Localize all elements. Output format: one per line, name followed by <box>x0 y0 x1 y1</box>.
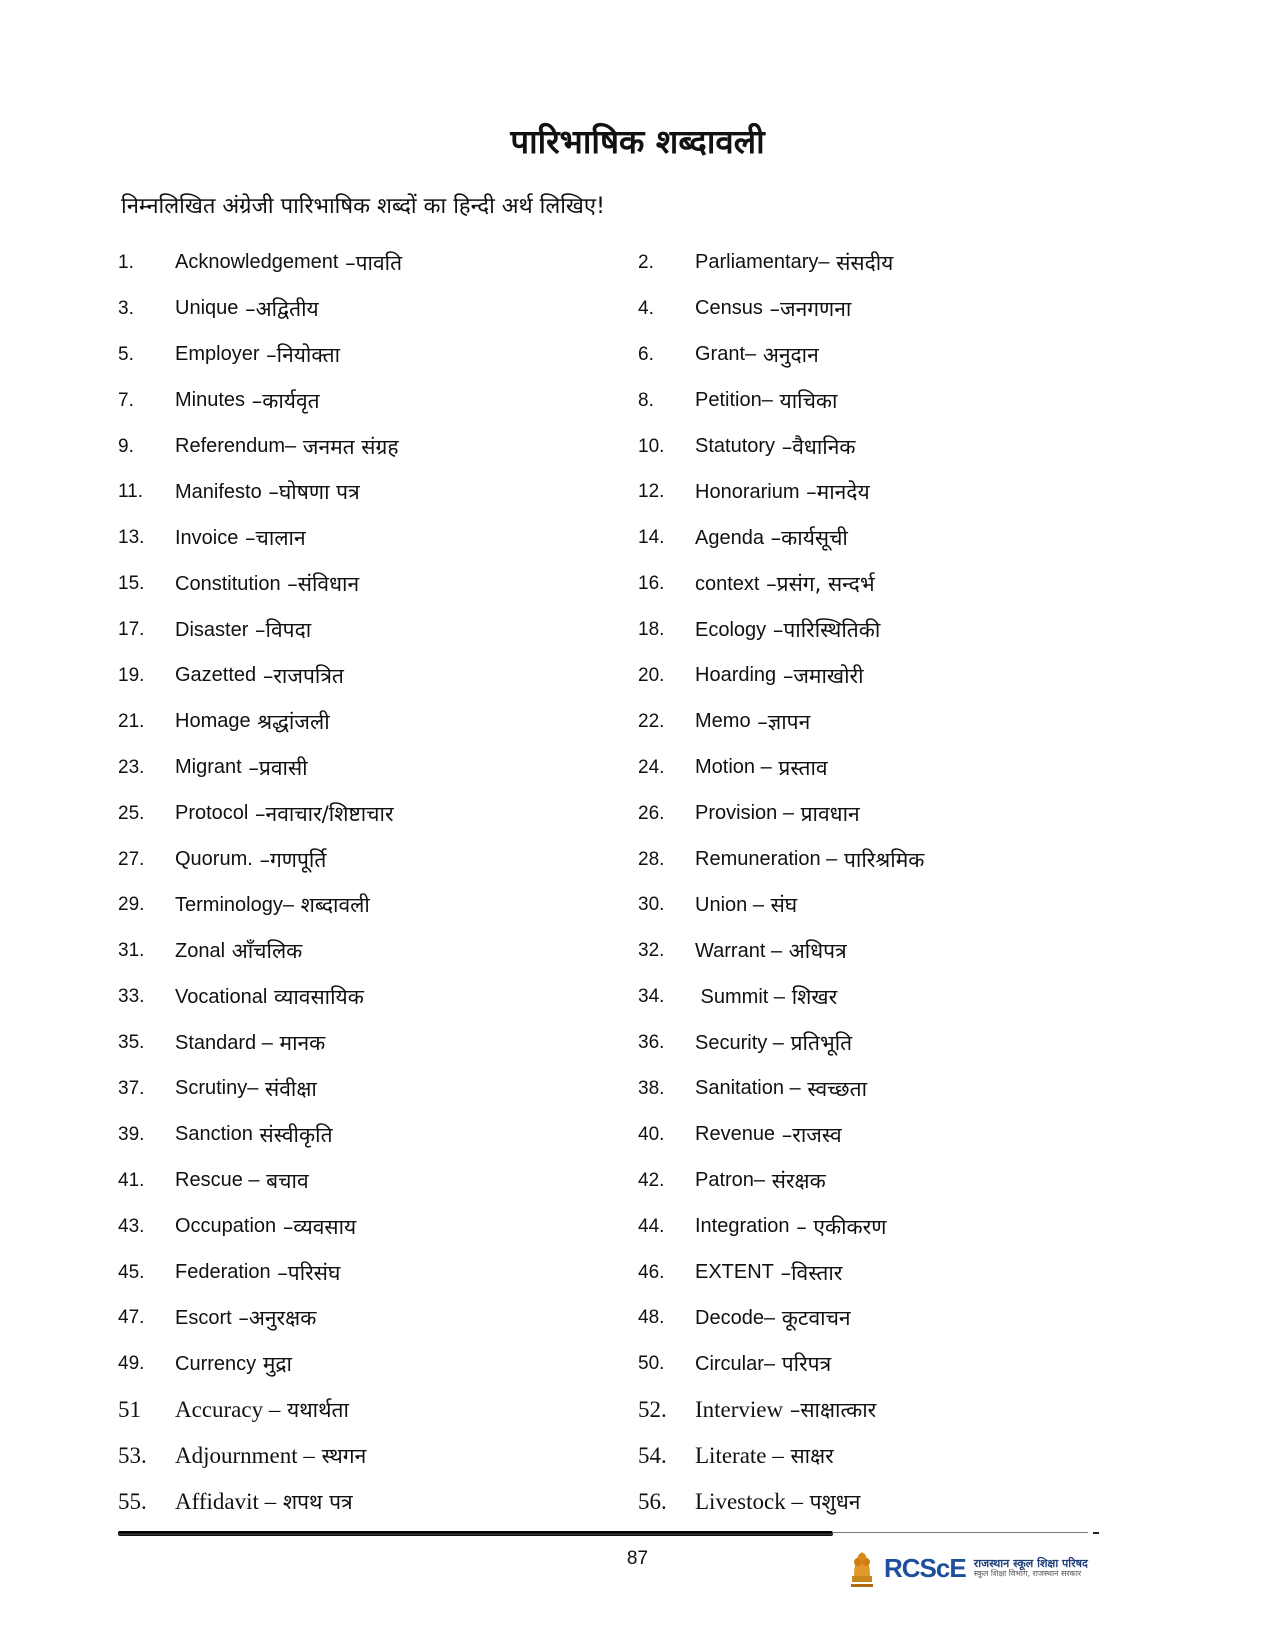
glossary-entry <box>118 1250 638 1296</box>
entry-meaning: संवीक्षा <box>258 1076 317 1101</box>
glossary-entry <box>118 1066 638 1112</box>
entry-term: Escort <box>175 1306 232 1329</box>
entry-number: 8. <box>638 389 654 411</box>
entry-term: Homage <box>175 710 251 733</box>
entry-meaning: यथार्थता <box>280 1398 349 1423</box>
entry-meaning: –कार्यवृत <box>245 388 320 413</box>
entry-number: 5. <box>118 343 134 365</box>
entry-meaning: –जनगणना <box>762 296 852 321</box>
entry-meaning: –चालान <box>238 526 306 551</box>
entry-number: 54. <box>638 1443 667 1469</box>
entry-number: 42. <box>638 1169 665 1191</box>
entry-meaning: पशुधन <box>802 1489 861 1514</box>
entry-number: 11. <box>118 481 144 503</box>
entry-term: Honorarium <box>695 480 800 503</box>
glossary-entry <box>638 1158 1078 1204</box>
entry-number: 10. <box>638 435 665 457</box>
entry-term: Manifesto <box>175 480 262 503</box>
entry-meaning: आँचलिक <box>225 939 303 964</box>
glossary-entry <box>118 699 638 745</box>
entry-term: context <box>695 572 760 595</box>
entry-meaning: स्थगन <box>314 1444 367 1469</box>
glossary-entry <box>118 1158 638 1204</box>
entry-number: 17. <box>118 619 145 641</box>
entry-number: 40. <box>638 1123 665 1145</box>
entry-meaning: –पावति <box>338 250 403 275</box>
entry-term: Occupation <box>175 1215 277 1238</box>
glossary-entry <box>638 1112 1078 1158</box>
glossary-entry <box>638 1020 1078 1066</box>
glossary-entry <box>118 1295 638 1341</box>
entry-meaning: संघ <box>763 893 798 918</box>
entry-term: Literate – <box>695 1443 784 1469</box>
glossary-entry <box>638 378 1078 424</box>
instruction-text: निम्नलिखित अंग्रेजी पारिभाषिक शब्दों का हिन्दी अर्थ लिखिए! <box>121 194 605 219</box>
entry-meaning: –राजस्व <box>775 1122 842 1147</box>
entry-number: 6. <box>638 343 654 365</box>
entry-term: Agenda <box>695 526 764 549</box>
entry-meaning: –संविधान <box>280 572 360 597</box>
glossary-entry <box>638 1066 1078 1112</box>
entry-meaning: शिखर <box>785 985 838 1010</box>
entry-term: Petition– <box>695 389 773 412</box>
entry-term: Rescue – <box>175 1169 260 1192</box>
glossary-entry <box>118 1479 638 1525</box>
entry-term: Memo <box>695 710 751 733</box>
entry-number: 15. <box>118 573 145 595</box>
entry-term: Acknowledgement <box>175 251 339 274</box>
glossary-entry <box>638 791 1078 837</box>
glossary-entry <box>638 424 1078 470</box>
glossary-entry <box>118 515 638 561</box>
entry-term: Quorum. <box>175 848 253 871</box>
glossary-entry <box>638 1433 1078 1479</box>
entry-number: 29. <box>118 894 145 916</box>
entry-term: Migrant <box>175 756 242 779</box>
entry-meaning: बचाव <box>259 1168 309 1193</box>
entry-meaning: व्यावसायिक <box>267 985 364 1010</box>
entry-term: EXTENT <box>695 1261 774 1284</box>
glossary-entry <box>118 1020 638 1066</box>
entry-number: 56. <box>638 1488 667 1514</box>
entry-number: 37. <box>118 1077 145 1099</box>
entry-term: Terminology– <box>175 893 294 916</box>
entry-term: Integration <box>695 1215 790 1238</box>
entry-term: Constitution <box>175 572 281 595</box>
entry-term: Decode– <box>695 1306 776 1329</box>
glossary-entry <box>638 607 1078 653</box>
glossary-entry <box>638 469 1078 515</box>
entry-term: Provision – <box>695 802 794 825</box>
entry-meaning: –घोषणा पत्र <box>261 480 360 505</box>
entry-meaning: श्रद्धांजली <box>250 709 330 734</box>
entry-meaning: –मानदेय <box>799 480 870 505</box>
entry-term: Circular– <box>695 1352 776 1375</box>
entry-meaning: शब्दावली <box>293 893 370 918</box>
glossary-entry <box>638 837 1078 883</box>
entry-number: 9. <box>118 435 134 457</box>
entry-number: 24. <box>638 756 665 778</box>
entry-number: 2. <box>638 251 654 273</box>
glossary-entry <box>638 882 1078 928</box>
glossary-entry <box>118 469 638 515</box>
entry-number: 16. <box>638 573 665 595</box>
glossary-entry <box>638 699 1078 745</box>
glossary-entry <box>638 1295 1078 1341</box>
entry-meaning: पारिश्रमिक <box>837 847 925 872</box>
entry-meaning: अधिपत्र <box>782 939 847 964</box>
glossary-entry <box>118 1112 638 1158</box>
glossary-entry <box>118 882 638 928</box>
entry-term: Warrant – <box>695 939 783 962</box>
glossary-entry <box>118 745 638 791</box>
entry-number: 13. <box>118 527 145 549</box>
entry-meaning: –अद्वितीय <box>238 296 319 321</box>
entry-number: 55. <box>118 1488 147 1514</box>
glossary-entry <box>638 928 1078 974</box>
entry-number: 45. <box>118 1261 145 1283</box>
entry-meaning: –राजपत्रित <box>256 663 344 688</box>
entry-term: Employer <box>175 343 260 366</box>
entry-meaning: – एकीकरण <box>789 1214 887 1239</box>
entry-term: Motion – <box>695 756 772 779</box>
entry-meaning: –ज्ञापन <box>750 709 811 734</box>
entry-number: 26. <box>638 802 665 824</box>
entry-meaning: प्रस्ताव <box>771 755 828 780</box>
entry-meaning: संरक्षक <box>765 1168 826 1193</box>
glossary-entry <box>118 607 638 653</box>
entry-term: Zonal <box>175 939 226 962</box>
entry-term: Federation <box>175 1261 271 1284</box>
entry-number: 43. <box>118 1215 145 1237</box>
entry-number: 50. <box>638 1353 665 1375</box>
entry-meaning: अनुदान <box>756 342 819 367</box>
entry-term: Sanction <box>175 1123 253 1146</box>
glossary-entry <box>118 424 638 470</box>
entry-number: 20. <box>638 664 665 686</box>
logo-caption <box>974 1558 1088 1579</box>
entry-number: 49. <box>118 1353 145 1375</box>
entry-term: Interview <box>695 1397 784 1423</box>
entry-meaning: –नियोक्ता <box>259 342 341 367</box>
entry-term: Scrutiny– <box>175 1077 259 1100</box>
entry-term: Gazetted <box>175 664 257 687</box>
entry-number: 51 <box>118 1397 141 1423</box>
glossary-entry <box>118 240 638 286</box>
entry-meaning: –वैधानिक <box>775 434 856 459</box>
entry-number: 21. <box>118 710 145 732</box>
glossary-entry <box>118 1387 638 1433</box>
state-emblem-icon <box>848 1546 876 1590</box>
entry-meaning: कूटवाचन <box>775 1306 851 1331</box>
glossary-entry <box>118 332 638 378</box>
entry-number: 36. <box>638 1032 665 1054</box>
entry-number: 46. <box>638 1261 665 1283</box>
entry-meaning: संसदीय <box>829 250 894 275</box>
glossary-entry <box>638 332 1078 378</box>
glossary-entry <box>118 791 638 837</box>
glossary-entry <box>638 1341 1078 1387</box>
entry-number: 14. <box>638 527 665 549</box>
entry-term: Accuracy – <box>175 1397 281 1423</box>
footer-divider <box>118 1531 833 1536</box>
entry-number: 39. <box>118 1123 145 1145</box>
entry-number: 53. <box>118 1443 147 1469</box>
entry-meaning: संस्वीकृति <box>252 1122 333 1147</box>
entry-term: Parliamentary– <box>695 251 830 274</box>
entry-meaning: शपथ पत्र <box>276 1489 353 1514</box>
glossary-entry <box>118 561 638 607</box>
entry-number: 44. <box>638 1215 665 1237</box>
entry-term: Adjournment – <box>175 1443 315 1469</box>
entry-term: Disaster <box>175 618 249 641</box>
entry-meaning: मानक <box>272 1031 326 1056</box>
entry-meaning: –जमाखोरी <box>776 663 864 688</box>
entry-term: Unique <box>175 297 239 320</box>
glossary-entry <box>638 1479 1078 1525</box>
entry-meaning: –साक्षात्कार <box>783 1398 877 1423</box>
entry-number: 7. <box>118 389 134 411</box>
entry-meaning: प्रावधान <box>793 801 860 826</box>
entry-number: 30. <box>638 894 665 916</box>
entry-meaning: –कार्यसूची <box>763 526 848 551</box>
glossary-entry <box>638 974 1078 1020</box>
entry-meaning: –विस्तार <box>773 1260 843 1285</box>
entry-term: Referendum– <box>175 435 297 457</box>
entry-term: Sanitation – <box>695 1077 801 1100</box>
logo-caption-line1: राजस्थान स्कूल शिक्षा परिषद <box>973 1556 1088 1570</box>
glossary-entry <box>638 561 1078 607</box>
entry-number: 32. <box>638 940 665 962</box>
entry-term: Grant– <box>695 343 757 366</box>
entry-term: Protocol <box>175 802 249 825</box>
glossary-entry <box>118 1433 638 1479</box>
entry-term: Currency <box>175 1352 257 1375</box>
entry-meaning: स्वच्छता <box>800 1076 868 1101</box>
entry-meaning: –पारिस्थितिकी <box>766 618 881 643</box>
entry-number: 19. <box>118 664 145 686</box>
logo-wordmark: RCScE <box>884 1552 966 1583</box>
entry-term: Union – <box>695 893 764 916</box>
entry-number: 38. <box>638 1077 665 1099</box>
entry-term: Security – <box>695 1031 784 1054</box>
entry-term: Hoarding <box>695 664 777 687</box>
entry-term: Minutes <box>175 389 246 412</box>
entry-meaning: –गणपूर्ति <box>252 847 327 872</box>
glossary-entry <box>118 378 638 424</box>
entry-meaning: प्रतिभूति <box>783 1031 853 1056</box>
entry-term: Revenue <box>695 1123 776 1146</box>
glossary-entry <box>638 745 1078 791</box>
entry-number: 27. <box>118 848 145 870</box>
entry-number: 12. <box>638 481 665 503</box>
footer-divider-tick <box>1093 1532 1099 1534</box>
entry-number: 18. <box>638 619 665 641</box>
glossary-entry <box>638 286 1078 332</box>
entry-number: 23. <box>118 756 145 778</box>
entry-number: 1. <box>118 251 134 273</box>
entry-term: Summit – <box>695 985 786 1008</box>
entry-meaning: –परिसंघ <box>270 1260 341 1285</box>
entry-term: Livestock – <box>695 1488 803 1514</box>
entry-term: Ecology <box>695 618 767 641</box>
entry-number: 34. <box>638 986 665 1008</box>
entry-number: 35. <box>118 1032 145 1054</box>
entry-number: 33. <box>118 986 145 1008</box>
glossary-entry <box>118 837 638 883</box>
glossary-entry <box>118 928 638 974</box>
entry-number: 22. <box>638 710 665 732</box>
glossary-entry <box>118 1204 638 1250</box>
entry-number: 31. <box>118 940 145 962</box>
glossary-entry <box>638 653 1078 699</box>
entry-term: Census <box>695 297 763 320</box>
entry-meaning: –नवाचार/शिष्टाचार <box>248 801 394 826</box>
glossary-entry <box>118 286 638 332</box>
entry-term: Standard – <box>175 1031 273 1054</box>
entry-term: Patron– <box>695 1169 766 1192</box>
glossary-entry <box>118 653 638 699</box>
entry-term: Statutory <box>695 435 776 457</box>
glossary-entry <box>638 515 1078 561</box>
entry-meaning: –अनुरक्षक <box>231 1306 317 1331</box>
entry-number: 28. <box>638 848 665 870</box>
entry-meaning: –प्रवासी <box>241 755 308 780</box>
entry-number: 48. <box>638 1307 665 1329</box>
entry-number: 47. <box>118 1307 145 1329</box>
entry-term: Remuneration – <box>695 848 838 871</box>
glossary-entry <box>638 1250 1078 1296</box>
logo-caption-line2: स्कूल शिक्षा विभाग, राजस्थान सरकार <box>973 1568 1082 1578</box>
entry-meaning: जनमत संग्रह <box>296 434 399 459</box>
entry-meaning: –विपदा <box>248 618 312 643</box>
rcsce-logo <box>848 1544 1133 1592</box>
entry-meaning: परिपत्र <box>775 1352 832 1377</box>
entry-number: 4. <box>638 297 654 319</box>
entry-meaning: साक्षर <box>783 1444 834 1469</box>
glossary-entry <box>118 1341 638 1387</box>
entry-meaning: याचिका <box>772 388 838 413</box>
entry-term: Affidavit – <box>175 1488 277 1514</box>
entry-meaning: –प्रसंग, सन्दर्भ <box>759 572 875 597</box>
glossary-list <box>118 240 1078 1525</box>
page-number: 87 <box>626 1548 649 1569</box>
entry-number: 3. <box>118 297 134 319</box>
page-title: पारिभाषिक शब्दावली <box>510 122 765 161</box>
entry-meaning: –व्यवसाय <box>276 1214 357 1239</box>
entry-number: 25. <box>118 802 145 824</box>
entry-term: Vocational <box>175 985 268 1008</box>
entry-term: Invoice <box>175 526 239 549</box>
glossary-entry <box>638 240 1078 286</box>
footer-divider-thin <box>832 1532 1088 1533</box>
entry-meaning: मुद्रा <box>256 1352 292 1377</box>
glossary-entry <box>118 974 638 1020</box>
glossary-entry <box>638 1387 1078 1433</box>
glossary-entry <box>638 1204 1078 1250</box>
entry-number: 52. <box>638 1397 667 1423</box>
entry-number: 41. <box>118 1169 145 1191</box>
